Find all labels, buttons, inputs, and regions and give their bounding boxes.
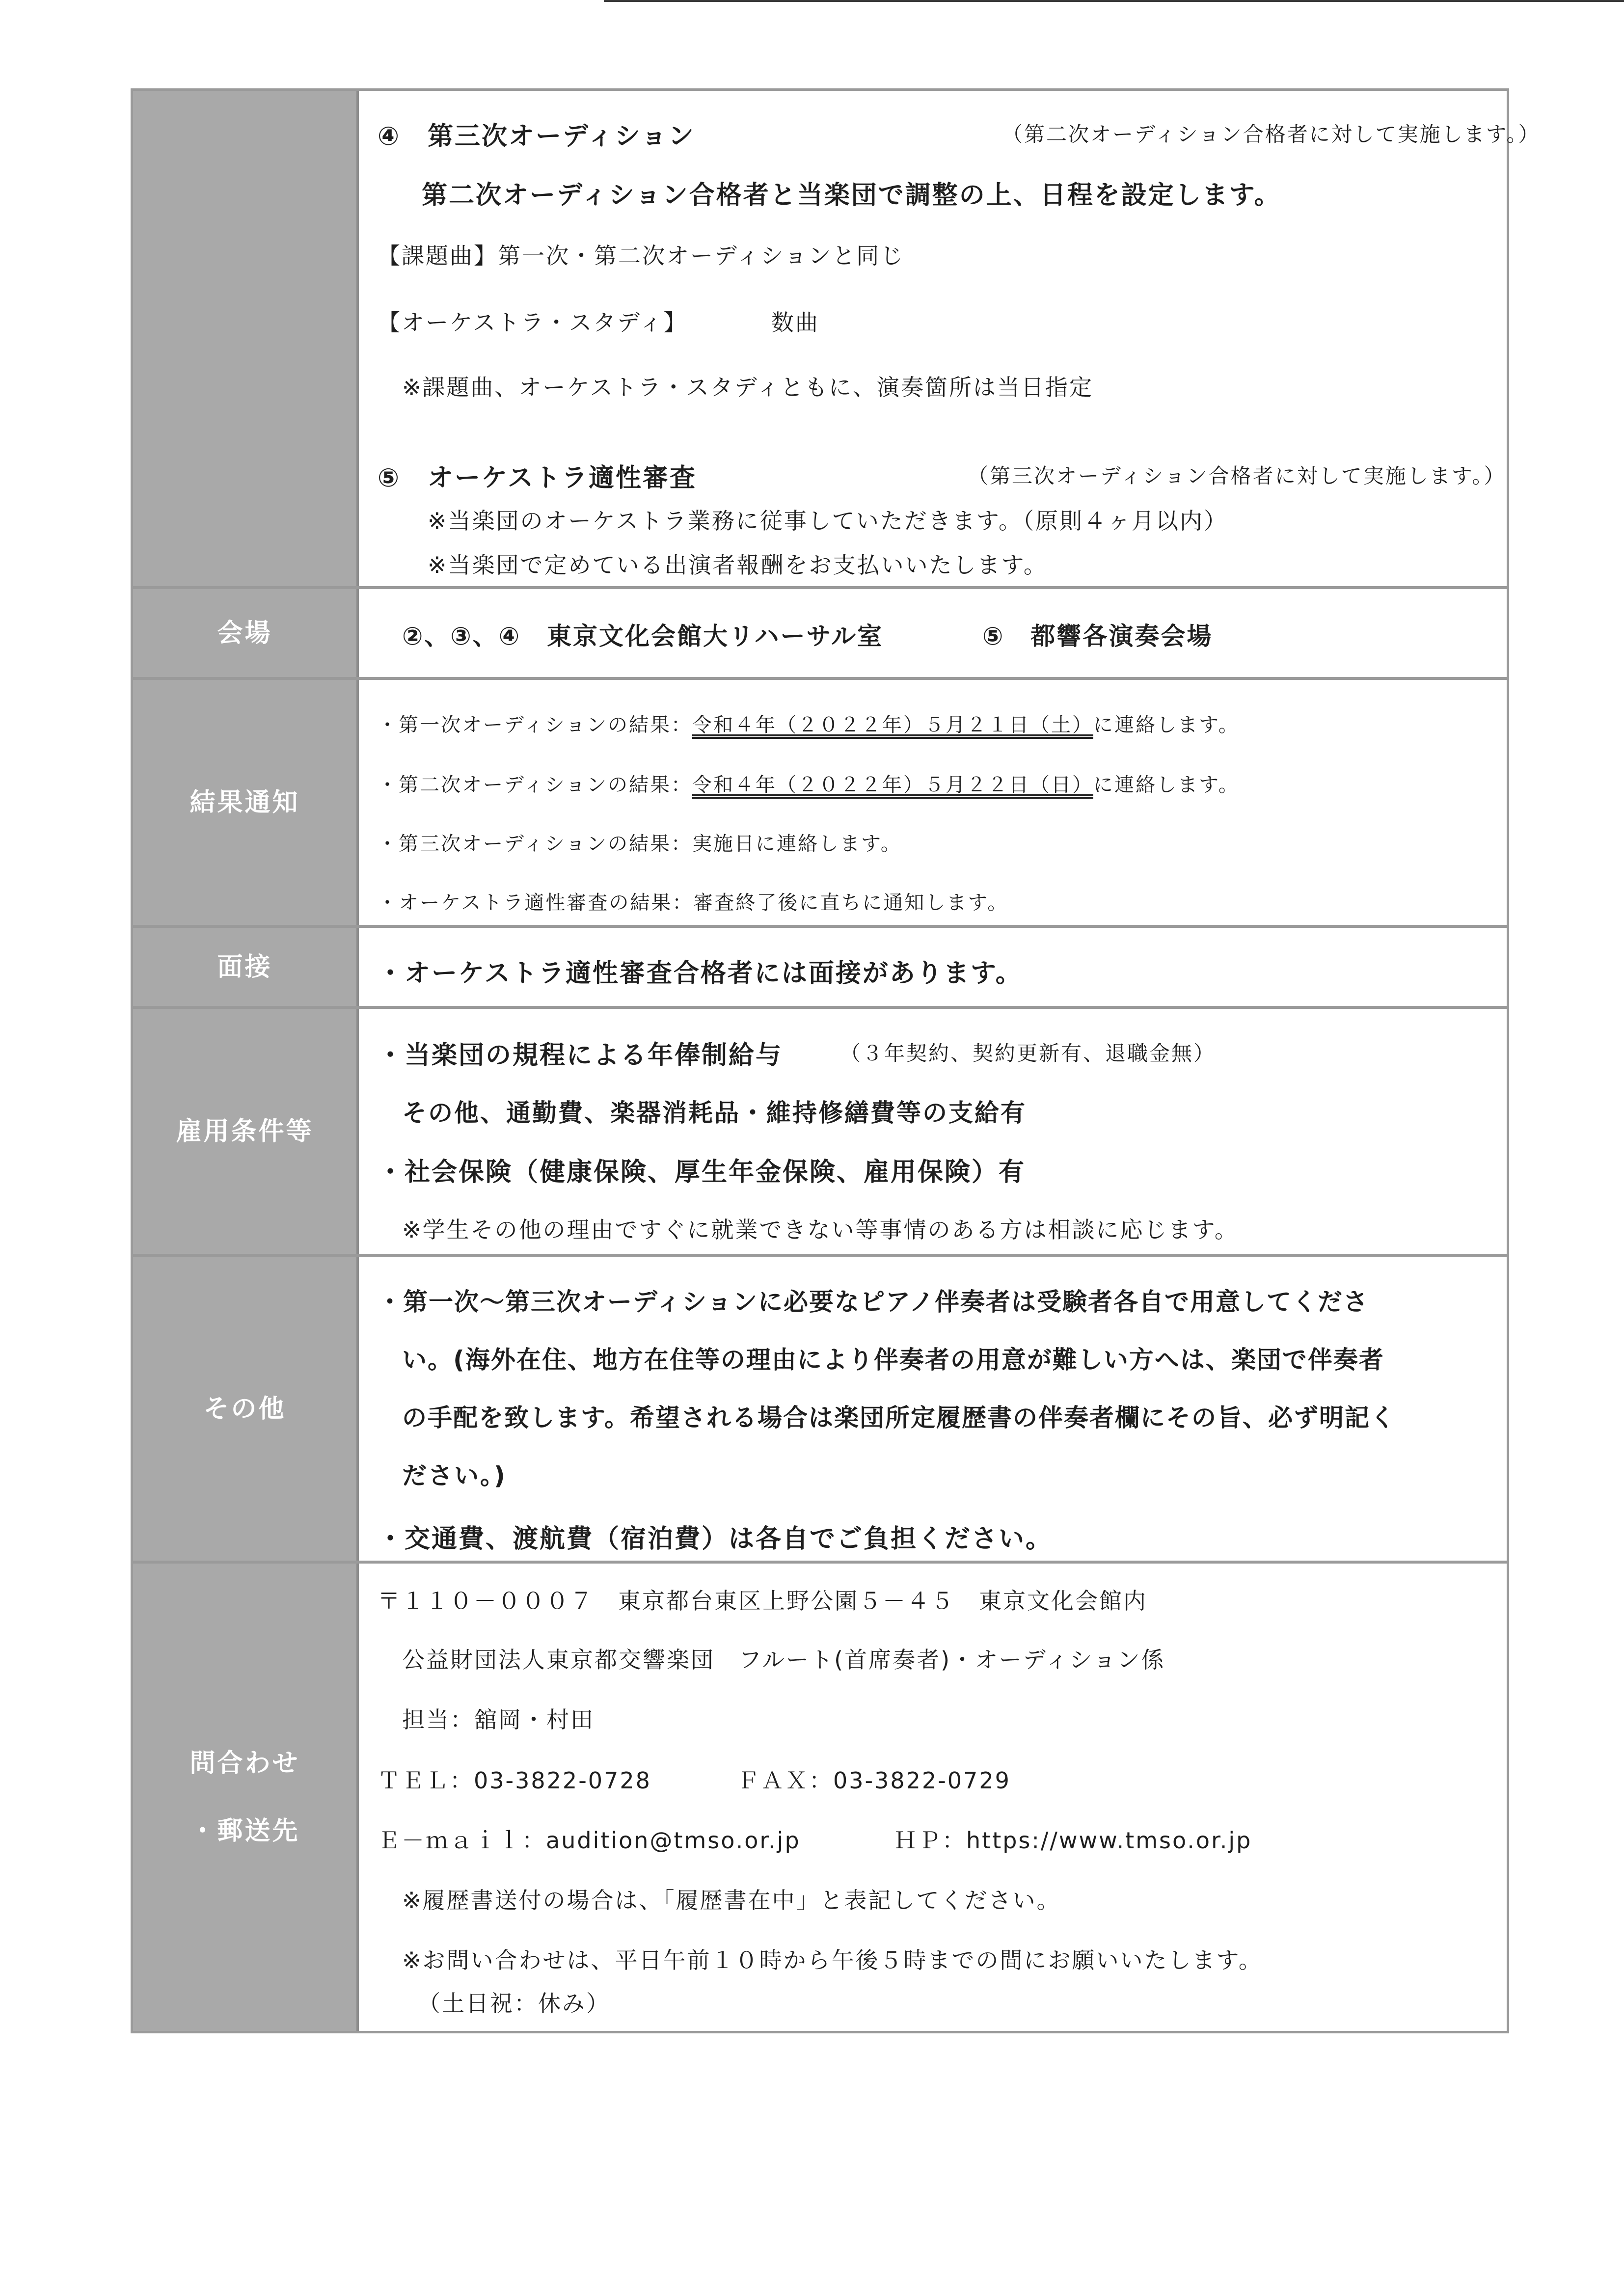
other-label: その他 — [133, 1257, 359, 1561]
result-round1-suffix: に連絡します。 — [1093, 714, 1240, 736]
employment-note: ※学生その他の理由ですぐに就業できない等事情のある方は相談に応じます。 — [402, 1216, 1239, 1243]
result-round2-prefix: ・第二次オーディションの結果： — [378, 774, 692, 796]
results-content — [359, 680, 1507, 925]
row-venue — [133, 589, 1507, 680]
employment-content — [359, 1009, 1507, 1254]
result-round3: ・第三次オーディションの結果：実施日に連絡します。 — [378, 833, 902, 855]
interview-label: 面接 — [133, 928, 359, 1006]
audition3-studies-value: 数曲 — [771, 309, 819, 336]
other-accompanist-line2: い。(海外在住、地方在住等の理由により伴奏者の用意が難しい方へは、楽団で伴奏者 — [402, 1346, 1384, 1374]
audition3-schedule: 第二次オーディション合格者と当楽団で調整の上、日程を設定します。 — [422, 181, 1281, 210]
interview-text: ・オーケストラ適性審査合格者には面接があります。 — [378, 959, 1023, 988]
result-round2 — [378, 769, 1240, 797]
row-audition-details — [133, 91, 1541, 589]
employment-salary-note: （３年契約、契約更新有、退職金無） — [840, 1041, 1216, 1065]
interview-content — [359, 928, 1507, 1006]
other-accompanist-line1: ・第一次～第三次オーディションに必要なピアノ伴奏者は受験者各自で用意してくださ — [378, 1288, 1369, 1316]
audition-details-content — [359, 91, 1541, 586]
result-round1 — [378, 709, 1240, 737]
result-round2-date: 令和４年（２０２２年）５月２２日（日） — [692, 774, 1093, 796]
result-aptitude: ・オーケストラ適性審査の結果：審査終了後に直ちに通知します。 — [378, 891, 1009, 914]
contact-note-hours: ※お問い合わせは、平日午前１０時から午後５時までの間にお願いいたします。 — [402, 1947, 1263, 1973]
contact-fax: ＦＡＸ：03-3822-0729 — [737, 1767, 1011, 1794]
result-round1-date: 令和４年（２０２２年）５月２１日（土） — [692, 714, 1093, 736]
employment-label: 雇用条件等 — [133, 1009, 359, 1254]
contact-note-resume: ※履歴書送付の場合は、「履歴書在中」と表記してください。 — [402, 1887, 1061, 1914]
audition3-note: （第二次オーディション合格者に対して実施します。） — [1002, 122, 1541, 146]
contact-label — [133, 1564, 359, 2031]
result-round2-suffix: に連絡します。 — [1093, 774, 1240, 796]
row-label-empty — [133, 91, 359, 586]
audition3-studies-label: 【オーケストラ・スタディ】 — [378, 309, 688, 336]
aptitude-note: （第三次オーディション合格者に対して実施します。） — [968, 464, 1506, 488]
audition3-title: ④ 第三次オーディション — [378, 122, 695, 151]
employment-salary: ・当楽団の規程による年俸制給与 — [378, 1041, 783, 1070]
contact-email[interactable]: Ｅ－ｍａｉｌ：audition@tmso.or.jp — [378, 1827, 801, 1854]
contact-organization: 公益財団法人東京都交響楽団 フルート(首席奏者)・オーディション係 — [402, 1647, 1165, 1673]
other-content — [359, 1257, 1507, 1561]
row-results — [133, 680, 1507, 928]
other-travel-costs: ・交通費、渡航費（宿泊費）は各自でご負担ください。 — [378, 1524, 1053, 1554]
contact-label-line2: ・郵送先 — [189, 1816, 300, 1846]
employment-insurance: ・社会保険（健康保険、厚生年金保険、雇用保険）有 — [378, 1158, 1026, 1187]
aptitude-remark-2: ※当楽団で定めている出演者報酬をお支払いいたします。 — [428, 552, 1048, 578]
audition-info-table — [131, 88, 1541, 2033]
audition3-pieces: 【課題曲】第一次・第二次オーディションと同じ — [378, 243, 905, 269]
row-contact — [133, 1564, 1507, 2031]
contact-address: 〒１１０－０００７ 東京都台東区上野公園５－４５ 東京文化会館内 — [378, 1588, 1147, 1614]
row-interview — [133, 928, 1507, 1009]
row-other — [133, 1257, 1507, 1564]
venue-concert-halls: ⑤ 都響各演奏会場 — [982, 622, 1213, 650]
venue-rehearsal-room: ②、③、④ 東京文化会館大リハーサル室 — [402, 622, 884, 650]
other-accompanist-line4: ださい。) — [402, 1461, 507, 1490]
contact-homepage[interactable]: ＨＰ：https://www.tmso.or.jp — [894, 1827, 1252, 1854]
other-accompanist-line3: の手配を致します。希望される場合は楽団所定履歴書の伴奏者欄にその旨、必ず明記く — [402, 1404, 1396, 1432]
result-round1-prefix: ・第一次オーディションの結果： — [378, 714, 692, 736]
contact-note-closed: （土日祝：休み） — [418, 1990, 610, 2017]
contact-label-line1: 問合わせ — [189, 1749, 300, 1778]
venue-label: 会場 — [133, 589, 359, 677]
contact-tel: ＴＥＬ：03-3822-0728 — [378, 1767, 651, 1794]
aptitude-title: ⑤ オーケストラ適性審査 — [378, 463, 697, 493]
row-employment — [133, 1009, 1507, 1257]
results-label: 結果通知 — [133, 680, 359, 925]
venue-content — [359, 589, 1507, 677]
aptitude-remark-1: ※当楽団のオーケストラ業務に従事していただきます。（原則４ヶ月以内） — [428, 508, 1228, 534]
audition3-remark: ※課題曲、オーケストラ・スタディともに、演奏箇所は当日指定 — [402, 374, 1094, 401]
contact-content — [359, 1564, 1507, 2031]
employment-allowances: その他、通勤費、楽器消耗品・維持修繕費等の支給有 — [402, 1099, 1027, 1127]
contact-person: 担当：舘岡・村田 — [402, 1706, 595, 1733]
scan-edge-line — [604, 0, 1624, 2]
